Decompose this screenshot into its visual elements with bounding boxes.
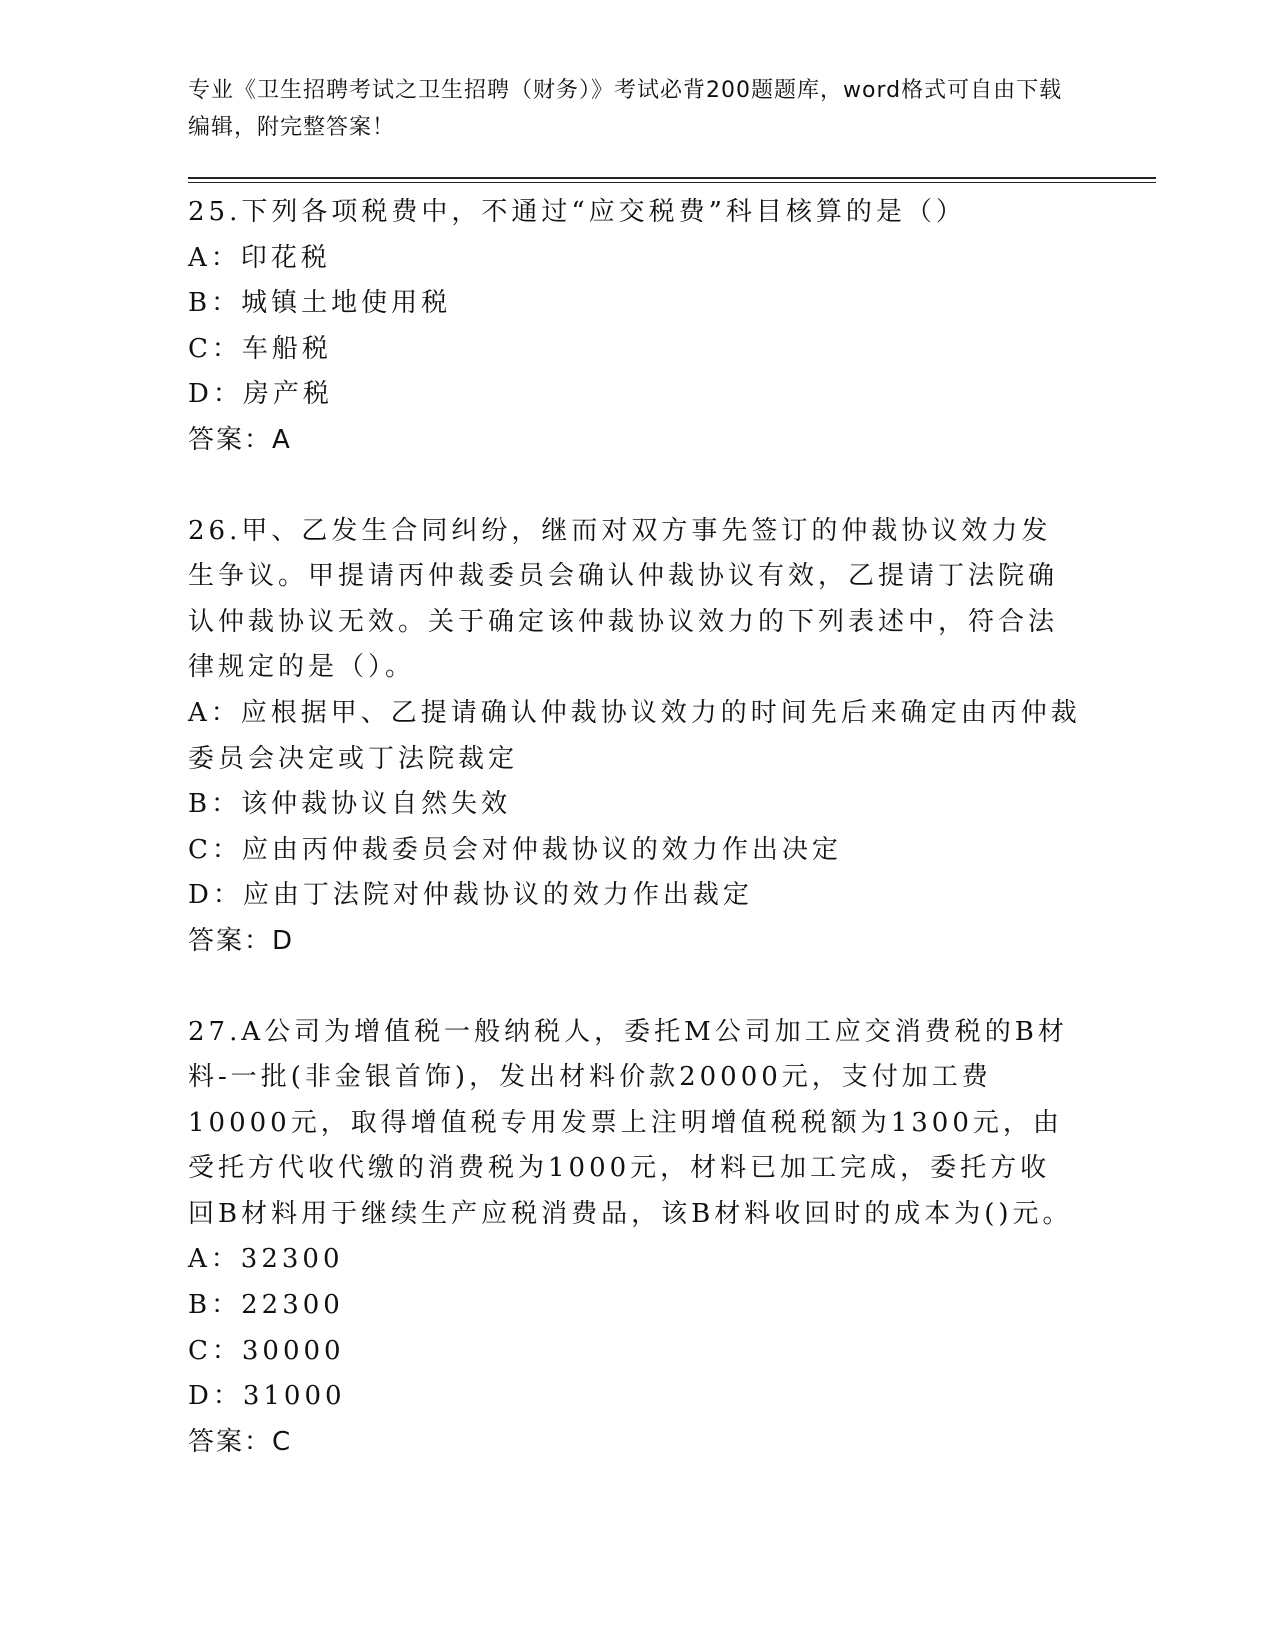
question-26 <box>188 509 1088 965</box>
question-stem: 27.A公司为增值税一般纳税人，委托M公司加工应交消费税的B材料-一批(非金银首饰)，发出材料价款20000元，支付加工费10000元，取得增值税专用发票上注明增值税税额为1300元，由受托方代收代缴的消费税为1000元，材料已加工完成，委托方收回B材料用于继续生产应税消费品，该B材料收回时的成本为()元。 <box>188 1016 1073 1229</box>
answer-line: 答案：D <box>188 925 295 956</box>
option-d: D：31000 <box>188 1381 346 1412</box>
question-stem: 26.甲、乙发生合同纠纷，继而对双方事先签订的仲裁协议效力发生争议。甲提请丙仲裁委员会确认仲裁协议有效，乙提请丁法院确认仲裁协议无效。关于确定该仲裁协议效力的下列表述中，符合法律规定的是（）。 <box>188 515 1059 683</box>
option-b: B：22300 <box>188 1290 344 1321</box>
option-a: A：32300 <box>188 1244 344 1275</box>
option-c: C：应由丙仲裁委员会对仲裁协议的效力作出决定 <box>188 834 842 865</box>
answer-line: 答案：C <box>188 1426 293 1457</box>
option-c: C：30000 <box>188 1335 345 1366</box>
option-c: C：车船税 <box>188 333 332 364</box>
question-spacer <box>188 464 1088 509</box>
option-d: D：房产税 <box>188 379 333 410</box>
document-header: 专业《卫生招聘考试之卫生招聘（财务）》考试必背200题题库，word格式可自由下载编辑，附完整答案！ <box>188 78 1063 140</box>
option-a: A：应根据甲、乙提请确认仲裁协议效力的时间先后来确定由丙仲裁委员会决定或丁法院裁定 <box>188 697 1081 774</box>
header-rule-thin <box>188 182 1156 183</box>
option-a: A：印花税 <box>188 242 331 273</box>
header-rule-thick <box>188 177 1156 179</box>
question-27 <box>188 1010 1088 1466</box>
option-b: B：城镇土地使用税 <box>188 288 452 319</box>
question-list <box>188 190 1088 1465</box>
question-spacer <box>188 965 1088 1010</box>
question-25 <box>188 190 1088 464</box>
option-d: D：应由丁法院对仲裁协议的效力作出裁定 <box>188 880 753 911</box>
question-stem: 25.下列各项税费中，不通过“应交税费”科目核算的是（） <box>188 197 966 227</box>
answer-line: 答案：A <box>188 424 292 455</box>
option-b: B：该仲裁协议自然失效 <box>188 789 512 820</box>
